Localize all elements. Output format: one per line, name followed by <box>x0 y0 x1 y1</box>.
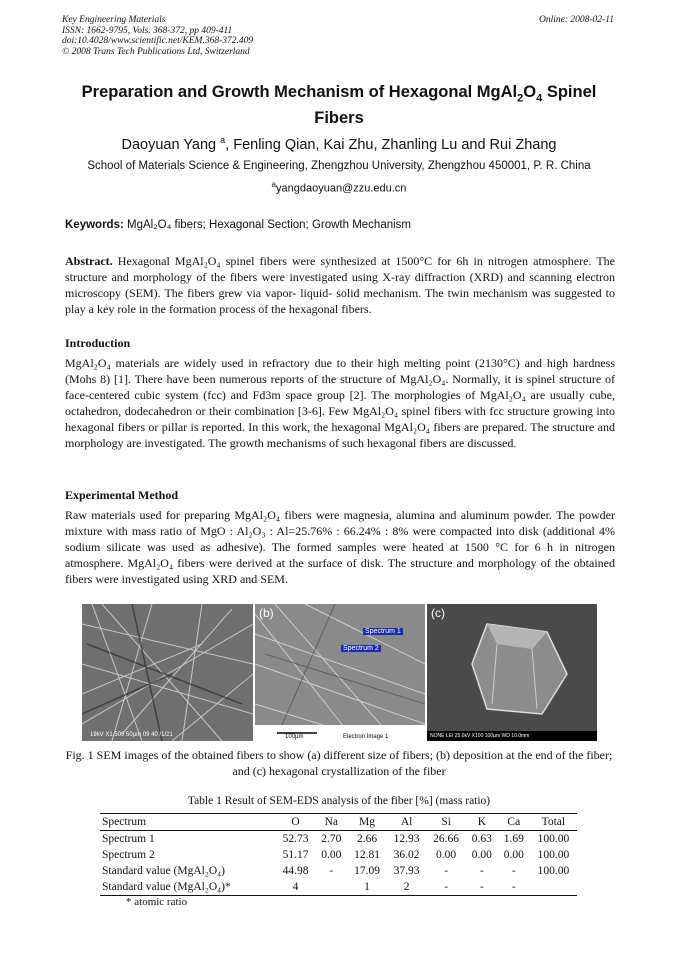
table-caption: Table 1 Result of SEM-EDS analysis of the fiber [%] (mass ratio) <box>187 795 491 807</box>
sem-image-a <box>82 604 253 741</box>
table-row: Standard value (MgAl₂O₄) 44.98 - 17.09 37.93 - - - 100.00 <box>102 865 570 877</box>
journal-header <box>62 15 253 57</box>
col-header: Mg <box>359 816 376 828</box>
copyright: © 2008 Trans Tech Publications Ltd, Switzerland <box>62 46 250 57</box>
intro-heading: Introduction <box>65 336 131 350</box>
col-header: Al <box>400 816 413 828</box>
spectrum-2-label: Spectrum 2 <box>343 645 379 652</box>
sem-info-c: NONE LEI 25.0kV X100 100µm WD 10.0mm <box>427 731 597 741</box>
table-row: Spectrum 2 51.17 0.00 12.81 36.02 0.00 0.00 0.00 100.00 <box>102 849 570 861</box>
col-header: O <box>291 816 300 828</box>
col-header: K <box>477 816 487 828</box>
fiber-texture-b <box>255 604 425 741</box>
electron-image-label: Electron Image 1 <box>343 734 389 740</box>
abstract: Abstract. Hexagonal MgAl₂O₄ spinel fibers were synthesized at 1500°C for 6h in nitrogen atmosphere. The structure and morphology of the fibers were investigated using X-ray diffraction (XRD) and scanning electron microscopy (SEM). The fibers grew via vapor- liquid- solid mechanism. The twin mechanism was suggested to play a key role in the formation process of the hexagonal fibers. <box>65 254 616 316</box>
sem-image-c <box>427 604 597 741</box>
paper-title: Preparation and Growth Mechanism of Hexagonal $MgAl_2O_4$ Spinel Fibers <box>81 83 597 128</box>
col-header: Na <box>324 816 338 828</box>
affiliation: School of Materials Science & Engineering, Zhengzhou University, Zhengzhou 450001, P. R. China <box>87 160 591 172</box>
col-header: Spectrum <box>102 816 147 828</box>
experimental-heading: Experimental Method <box>65 488 178 502</box>
table-footnote: * atomic ratio <box>126 896 188 908</box>
journal-name: Key Engineering Materials <box>62 15 166 25</box>
scale-bar-b: 100µm <box>285 734 304 740</box>
fiber-texture-a <box>82 604 253 741</box>
intro-paragraph: MgAl₂O₄ materials are widely used in refractory due to their high melting point (2130°C) and high hardness (Mohs 8) [1]. There have been numerous reports of the structure of MgAl₂O₄. Normally, it is spinel structure of face-centered cubic system (fcc) and Fd3m space group [2]. The morphologies of MgAl₂O₄ are usually cube, octahedron, dodecahedron or their combination [3-6]. Few MgAl₂O₄ spinel fibers with fcc structure growing into hexagonal fibers or pillar is reported. In this work, the hexagonal MgAl₂O₄ fibers are prepared. The structure and morphology are investigated. The growth mechanisms of such hexagonal fibers are discussed. <box>65 356 615 450</box>
col-header: Ca <box>507 816 521 828</box>
spectrum-1-label: Spectrum 1 <box>365 628 401 635</box>
issn: ISSN: 1662-9795, Vols. 368-372, pp 409-411 <box>62 25 233 36</box>
keywords: Keywords: MgAl₂O₄ fibers; Hexagonal Section; Growth Mechanism <box>65 219 411 231</box>
col-header: Total <box>541 816 566 828</box>
figure-caption: Fig. 1 SEM images of the obtained fibers to show (a) different size of fibers; (b) deposition at the end of the fiber; and (c) hexagonal crystallization of the fiber <box>65 748 613 778</box>
table-row: Standard value (MgAl₂O₄)* 4 1 2 - - - <box>100 879 577 896</box>
table-header-row <box>100 814 577 831</box>
table-row: Spectrum 1 52.73 2.70 2.66 12.93 26.66 0.63 1.69 100.00 <box>100 831 577 848</box>
sem-image-b <box>255 604 425 741</box>
col-header: Si <box>441 816 451 828</box>
online-date: Online: 2008-02-11 <box>538 15 614 25</box>
doi: doi:10.4028/www.scientific.net/KEM.368-372.409 <box>62 36 254 46</box>
sem-info-a: 19kV X1,500 50µm 09 40 /1/21 <box>90 732 173 738</box>
experimental-paragraph: Raw materials used for preparing MgAl₂O₄ fibers were magnesia, alumina and aluminum powder. The powder mixture with mass ratio of MgO : Al₂O₃ : Al=25.76% : 66.24% : 8% were compacted into disk (additional 4% sodium silicate was used as adhesive). The formed samples were heated at 1500 °C for 6 h in nitrogen atmosphere. MgAl₂O₄ fibers were derived at the surface of disk. The structure and morphology of the obtained fibers were investigated using XRD and SEM. <box>65 508 615 586</box>
author-email: $^a$yangdaoyuan@zzu.edu.cn <box>271 180 407 195</box>
panel-b-label: (b) <box>259 606 274 620</box>
hexagonal-crystal-c <box>427 604 597 741</box>
eds-table <box>100 813 577 896</box>
author-list: Daoyuan Yang $^a$, Fenling Qian, Kai Zhu, Zhanling Lu and Rui Zhang <box>121 135 557 153</box>
panel-c-label: (c) <box>431 606 445 620</box>
